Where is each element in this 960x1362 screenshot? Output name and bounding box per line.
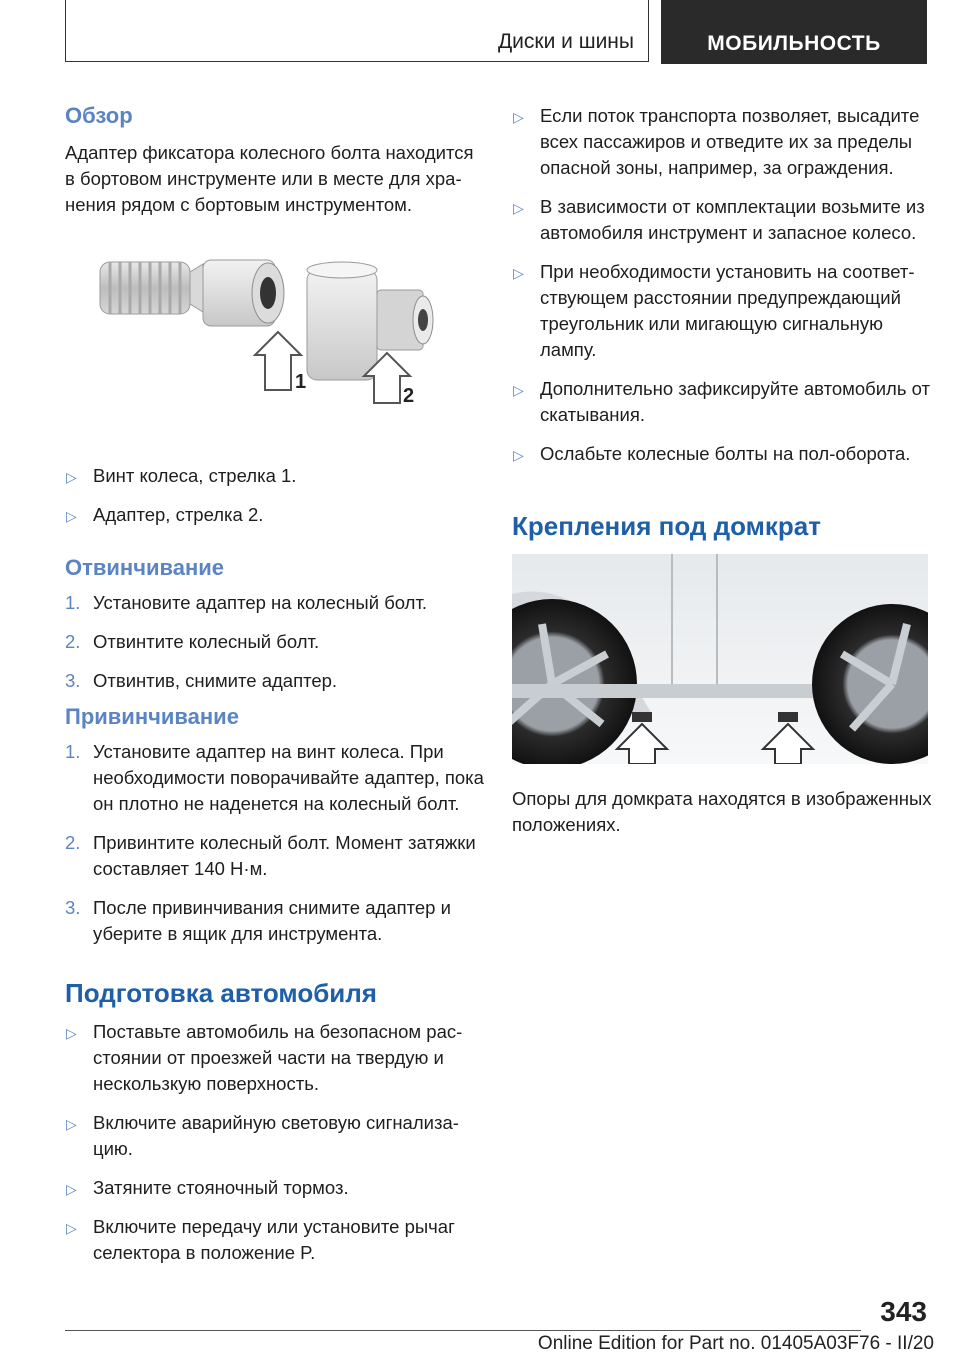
bolt-adapter-illustration — [95, 250, 435, 410]
chapter-tab: МОБИЛЬНОСТЬ — [661, 0, 927, 64]
triangle-bullet-icon: ▷ — [513, 447, 524, 463]
edition-footer: Online Edition for Part no. 01405A03F76 - II/20 — [537, 1333, 934, 1354]
overview-bullets — [65, 463, 485, 541]
list-item: ▷ Дополнительно зафиксируйте автомобиль от скатывания. — [513, 378, 930, 425]
triangle-bullet-icon: ▷ — [513, 200, 524, 216]
list-item: 1. Установите адаптер на колесный болт. — [65, 592, 428, 613]
prep-bullets-continued — [512, 103, 932, 480]
list-item: ▷ Винт колеса, стрелка 1. — [65, 463, 485, 489]
list-item: ▷ Затяните стояночный тормоз. — [65, 1175, 485, 1201]
wheel-bolt — [100, 260, 284, 326]
triangle-bullet-icon: ▷ — [513, 265, 524, 281]
heading-screw: Привинчивание — [65, 704, 239, 729]
unscrew-steps — [65, 590, 485, 707]
list-item: ▷ При необходимости установить на соответствующем расстоянии предупреждающий треугольник или мигающую сигнальную лампу. — [513, 261, 915, 360]
jack-text: Опоры для домкрата находятся в изображенных положениях. — [512, 788, 932, 835]
jack-point-front — [632, 712, 652, 722]
label-2: 2 — [403, 385, 415, 407]
list-item: ▷ Если поток транспорта позволяет, высадите всех пассажиров и отведите их за пределы опасной зоны, например, за ограждения. — [513, 105, 920, 178]
triangle-bullet-icon: ▷ — [66, 508, 77, 524]
page-header — [65, 0, 927, 64]
page-number: 343 — [880, 1296, 927, 1327]
prep-bullets — [65, 1019, 485, 1279]
footer-divider — [65, 1330, 861, 1331]
list-item: ▷ Включите передачу или установите рычаг селектора в положение P. — [66, 1216, 455, 1263]
adapter — [307, 262, 433, 380]
section-title: Диски и шины — [65, 0, 649, 62]
triangle-bullet-icon: ▷ — [66, 1025, 77, 1041]
triangle-bullet-icon: ▷ — [66, 1116, 77, 1132]
heading-jack: Крепления под домкрат — [512, 511, 821, 541]
list-item: 2. Отвинтите колесный болт. — [65, 631, 320, 652]
triangle-bullet-icon: ▷ — [66, 1181, 77, 1197]
jack-points-photo — [512, 554, 928, 764]
triangle-bullet-icon: ▷ — [513, 109, 524, 125]
triangle-bullet-icon: ▷ — [66, 1220, 77, 1236]
heading-prep: Подготовка автомобиля — [65, 978, 377, 1008]
list-item: 3. Отвинтив, снимите адаптер. — [65, 670, 338, 691]
list-item: ▷ В зависимости от комплектации возьмите из автомобиля инструмент и запасное колесо. — [513, 196, 925, 243]
overview-text: Адаптер фиксатора колесного болта находится в бортовом инструменте или в месте для хранения рядом с бортовым инструментом. — [65, 142, 474, 215]
triangle-bullet-icon: ▷ — [513, 382, 524, 398]
heading-overview: Обзор — [65, 103, 133, 128]
list-item: ▷ Поставьте автомобиль на безопасном расстоянии от проезжей части на твердую и нескользкую поверхность. — [66, 1021, 463, 1094]
list-item: ▷ Адаптер, стрелка 2. — [65, 502, 485, 528]
list-item: ▷ Включите аварийную световую сигнализацию. — [66, 1112, 459, 1159]
list-item: 1. Установите адаптер на винт колеса. При необходимости поворачивайте адаптер, пока он плотно не наденется на колесный болт. — [65, 741, 484, 814]
jack-point-rear — [778, 712, 798, 722]
triangle-bullet-icon: ▷ — [66, 469, 77, 485]
heading-unscrew: Отвинчивание — [65, 555, 225, 580]
arrow-1 — [255, 332, 306, 393]
list-item: 3. После привинчивания снимите адаптер и уберите в ящик для инструмента. — [65, 897, 451, 944]
label-1: 1 — [295, 371, 307, 393]
list-item: ▷ Ослабьте колесные болты на пол-оборота. — [512, 441, 932, 467]
list-item: 2. Привинтите колесный болт. Момент затяжки составляет 140 Н·м. — [65, 832, 476, 879]
screw-steps — [65, 739, 485, 960]
